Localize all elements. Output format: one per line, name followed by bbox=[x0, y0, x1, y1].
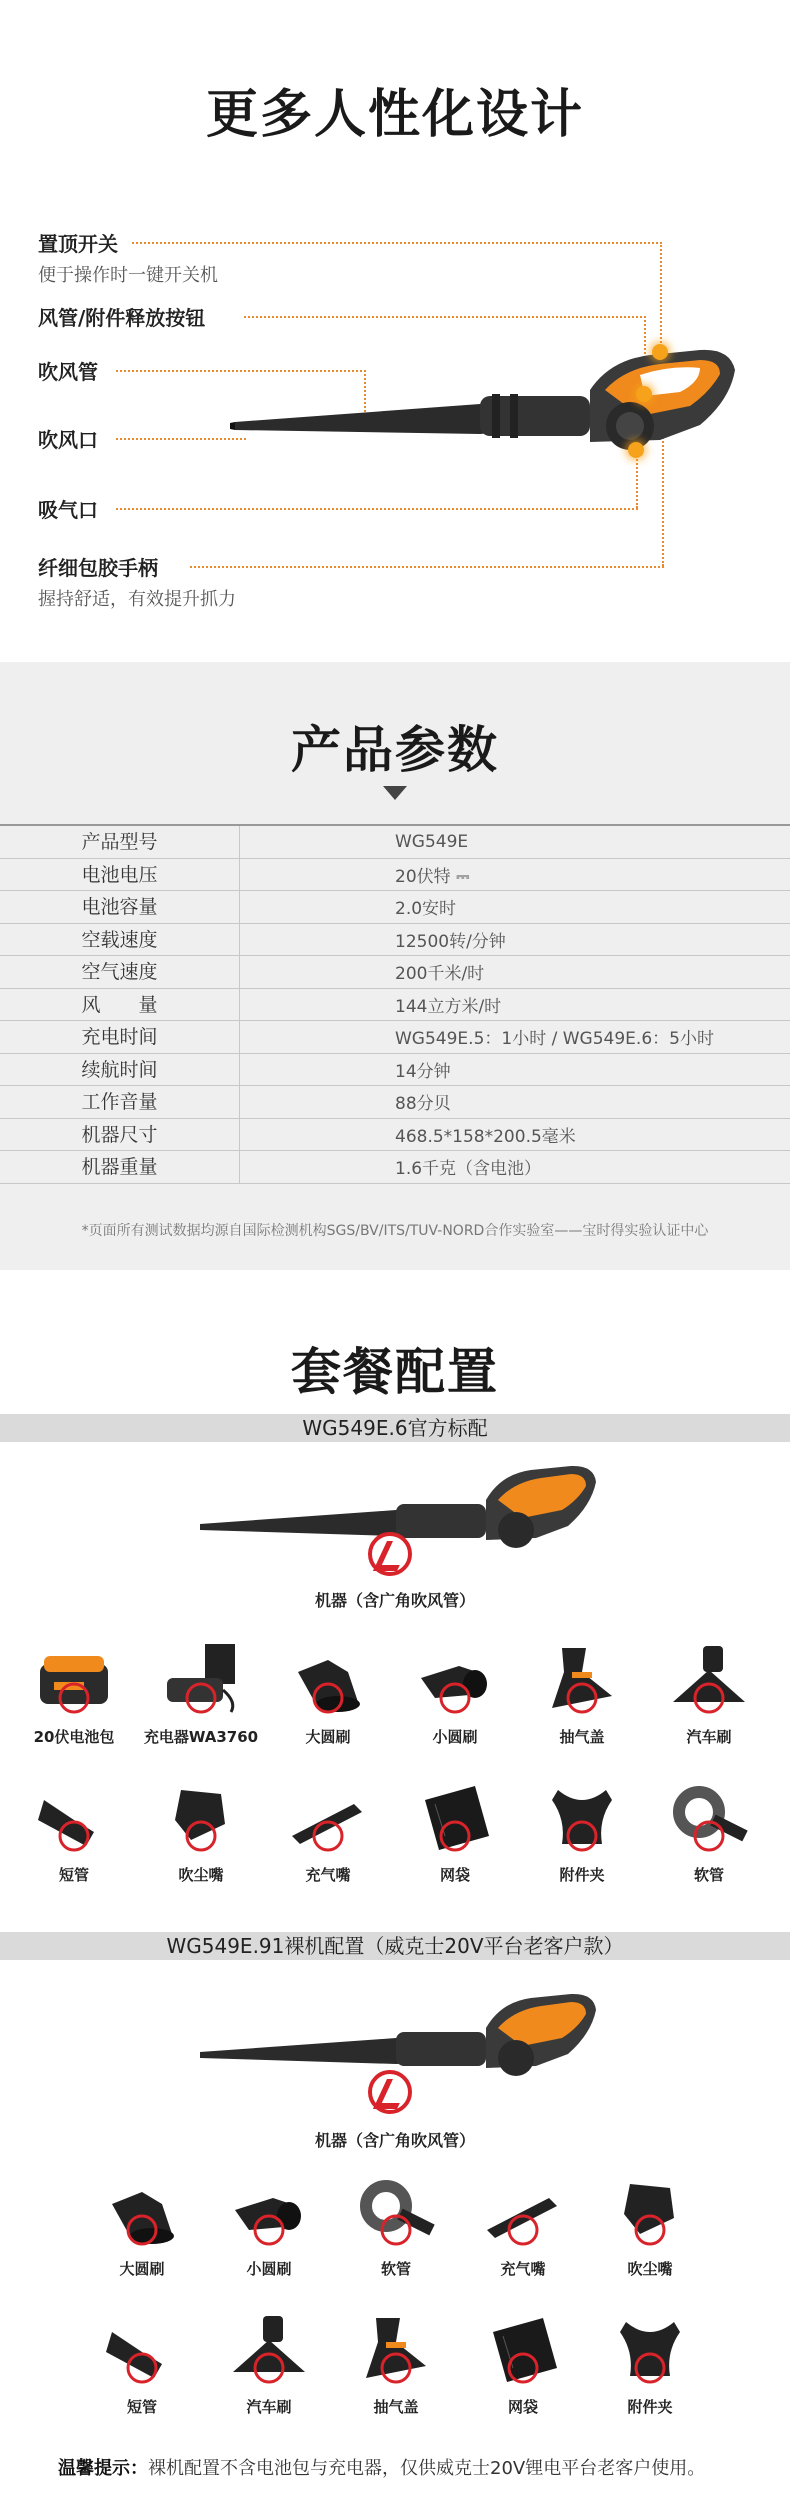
warm-tip-label: 温馨提示： bbox=[58, 2458, 148, 2479]
leader-line bbox=[132, 242, 662, 244]
table-row bbox=[0, 924, 790, 957]
item-label: 小圆刷 bbox=[246, 2260, 292, 2278]
item-label: 汽车刷 bbox=[246, 2398, 292, 2416]
leader-line bbox=[116, 438, 246, 440]
spec-value: WG549E.5：1小时 / WG549E.6：5小时 bbox=[395, 1029, 714, 1050]
list-item bbox=[141, 1642, 261, 1752]
list-item bbox=[590, 2312, 710, 2422]
list-item bbox=[336, 2174, 456, 2284]
check-mark-icon bbox=[368, 2070, 412, 2114]
list-item bbox=[14, 1642, 134, 1752]
feature-title: 吹风管 bbox=[38, 360, 98, 384]
list-item bbox=[268, 1642, 388, 1752]
car-brush-icon bbox=[669, 1642, 749, 1714]
table-row bbox=[0, 1021, 790, 1054]
kit-section bbox=[0, 1272, 790, 2500]
list-item bbox=[649, 1780, 769, 1890]
feature-blow-outlet bbox=[38, 424, 98, 453]
battery-pack-icon bbox=[34, 1642, 114, 1714]
check-mark-icon bbox=[368, 1532, 412, 1576]
item-label: 大圆刷 bbox=[119, 2260, 165, 2278]
charger-icon bbox=[161, 1642, 241, 1714]
spec-key: 续航时间 bbox=[0, 1054, 240, 1086]
inflation-nozzle-icon bbox=[288, 1780, 368, 1852]
feature-title: 吸气口 bbox=[38, 498, 98, 522]
feature-title: 纤细包胶手柄 bbox=[38, 556, 158, 580]
item-label: 网袋 bbox=[507, 2398, 538, 2416]
small-round-brush-icon bbox=[415, 1642, 495, 1714]
top-switch-marker bbox=[652, 344, 668, 360]
feature-blow-tube bbox=[38, 356, 98, 385]
suction-cap-icon bbox=[542, 1642, 622, 1714]
spec-key: 风 量 bbox=[0, 989, 240, 1021]
item-label: 抽气盖 bbox=[559, 1728, 605, 1746]
item-label: 软管 bbox=[380, 2260, 411, 2278]
list-item bbox=[590, 2174, 710, 2284]
spec-key: 电池电压 bbox=[0, 859, 240, 891]
item-label: 网袋 bbox=[439, 1866, 470, 1884]
table-row bbox=[0, 1086, 790, 1119]
design-title: 更多人性化设计 bbox=[205, 85, 584, 145]
release-button-marker bbox=[636, 386, 652, 402]
spec-value: 88分贝 bbox=[395, 1094, 451, 1115]
table-row bbox=[0, 859, 790, 892]
feature-title: 风管/附件释放按钮 bbox=[38, 306, 206, 330]
spec-value: 144立方米/时 bbox=[395, 996, 502, 1017]
table-row bbox=[0, 1151, 790, 1184]
list-item bbox=[82, 2312, 202, 2422]
feature-air-intake bbox=[38, 494, 98, 523]
list-item bbox=[268, 1780, 388, 1890]
warm-tip-text: 裸机配置不含电池包与充电器，仅供威克士20V锂电平台老客户使用。 bbox=[148, 2458, 706, 2479]
machine-caption: 机器（含广角吹风管） bbox=[314, 1591, 475, 1610]
spec-value: 1.6千克（含电池） bbox=[395, 1159, 542, 1180]
spec-value: 468.5*158*200.5毫米 bbox=[395, 1126, 576, 1147]
short-tube-icon bbox=[34, 1780, 114, 1852]
leader-line bbox=[116, 508, 638, 510]
short-tube-icon bbox=[102, 2312, 182, 2384]
large-round-brush-icon bbox=[102, 2174, 182, 2246]
chevron-down-icon bbox=[383, 786, 407, 800]
spec-value: 14分钟 bbox=[395, 1061, 451, 1082]
table-row bbox=[0, 891, 790, 924]
spec-table bbox=[0, 824, 790, 1184]
air-intake-marker bbox=[628, 442, 644, 458]
feature-title: 置顶开关 bbox=[38, 232, 118, 256]
item-label: 软管 bbox=[693, 1866, 724, 1884]
list-item bbox=[395, 1780, 515, 1890]
item-label: 抽气盖 bbox=[373, 2398, 419, 2416]
list-item bbox=[209, 2174, 329, 2284]
spec-key: 充电时间 bbox=[0, 1021, 240, 1053]
leader-line bbox=[190, 566, 664, 568]
leader-line bbox=[244, 316, 646, 318]
list-item bbox=[522, 1642, 642, 1752]
item-label: 附件夹 bbox=[559, 1866, 605, 1884]
table-row bbox=[0, 1054, 790, 1087]
item-label: 短管 bbox=[58, 1866, 89, 1884]
package-2-header: WG549E.91裸机配置（威克士20V平台老客户款） bbox=[0, 1932, 790, 1960]
feature-desc: 握持舒适，有效提升抓力 bbox=[38, 589, 236, 610]
spec-key: 电池容量 bbox=[0, 891, 240, 923]
hose-icon bbox=[356, 2174, 436, 2246]
table-row bbox=[0, 826, 790, 859]
list-item bbox=[141, 1780, 261, 1890]
spec-key: 产品型号 bbox=[0, 826, 240, 858]
item-label: 小圆刷 bbox=[432, 1728, 478, 1746]
car-brush-icon bbox=[229, 2312, 309, 2384]
accessory-clip-icon bbox=[542, 1780, 622, 1852]
item-label: 大圆刷 bbox=[305, 1728, 351, 1746]
kit-title: 套餐配置 bbox=[291, 1343, 499, 1401]
spec-key: 工作音量 bbox=[0, 1086, 240, 1118]
leaf-blower-image bbox=[230, 330, 750, 480]
design-section bbox=[0, 0, 790, 660]
warm-tip bbox=[58, 2454, 705, 2480]
table-row bbox=[0, 956, 790, 989]
spec-key: 机器尺寸 bbox=[0, 1119, 240, 1151]
spec-key: 机器重量 bbox=[0, 1151, 240, 1183]
mesh-bag-icon bbox=[483, 2312, 563, 2384]
package-1-header: WG549E.6官方标配 bbox=[0, 1414, 790, 1442]
machine-caption: 机器（含广角吹风管） bbox=[314, 2131, 475, 2150]
feature-title: 吹风口 bbox=[38, 428, 98, 452]
item-label: 吹尘嘴 bbox=[627, 2260, 673, 2278]
spec-value: 2.0安时 bbox=[395, 899, 457, 920]
specs-section bbox=[0, 662, 790, 1270]
item-label: 充气嘴 bbox=[305, 1866, 351, 1884]
feature-handle bbox=[38, 552, 236, 611]
spec-value: 200千米/时 bbox=[395, 964, 485, 985]
dust-nozzle-icon bbox=[161, 1780, 241, 1852]
list-item bbox=[463, 2174, 583, 2284]
item-label: 汽车刷 bbox=[686, 1728, 732, 1746]
list-item bbox=[82, 2174, 202, 2284]
list-item bbox=[395, 1642, 515, 1752]
list-item bbox=[649, 1642, 769, 1752]
hose-icon bbox=[669, 1780, 749, 1852]
table-row bbox=[0, 1119, 790, 1152]
list-item bbox=[209, 2312, 329, 2422]
table-row bbox=[0, 989, 790, 1022]
spec-value: WG549E bbox=[395, 831, 469, 852]
spec-value: 12500转/分钟 bbox=[395, 931, 506, 952]
list-item bbox=[14, 1780, 134, 1890]
feature-release-button bbox=[38, 302, 205, 331]
feature-desc: 便于操作时一键开关机 bbox=[38, 265, 218, 286]
spec-key: 空气速度 bbox=[0, 956, 240, 988]
small-round-brush-icon bbox=[229, 2174, 309, 2246]
list-item bbox=[463, 2312, 583, 2422]
item-label: 充电器WA3760 bbox=[143, 1728, 259, 1746]
spec-value: 20伏特 ⎓ bbox=[395, 866, 470, 887]
feature-top-switch bbox=[38, 228, 218, 287]
list-item bbox=[336, 2312, 456, 2422]
item-label: 附件夹 bbox=[627, 2398, 673, 2416]
suction-cap-icon bbox=[356, 2312, 436, 2384]
dust-nozzle-icon bbox=[610, 2174, 690, 2246]
large-round-brush-icon bbox=[288, 1642, 368, 1714]
inflation-nozzle-icon bbox=[483, 2174, 563, 2246]
item-label: 充气嘴 bbox=[500, 2260, 546, 2278]
mesh-bag-icon bbox=[415, 1780, 495, 1852]
spec-footnote: *页面所有测试数据均源自国际检测机构SGS/BV/ITS/TUV-NORD合作实验室——宝时得实验认证中心 bbox=[81, 1223, 709, 1239]
accessory-clip-icon bbox=[610, 2312, 690, 2384]
item-label: 吹尘嘴 bbox=[178, 1866, 224, 1884]
specs-title: 产品参数 bbox=[291, 721, 499, 779]
item-label: 短管 bbox=[126, 2398, 157, 2416]
list-item bbox=[522, 1780, 642, 1890]
spec-key: 空载速度 bbox=[0, 924, 240, 956]
item-label: 20伏电池包 bbox=[33, 1728, 115, 1746]
